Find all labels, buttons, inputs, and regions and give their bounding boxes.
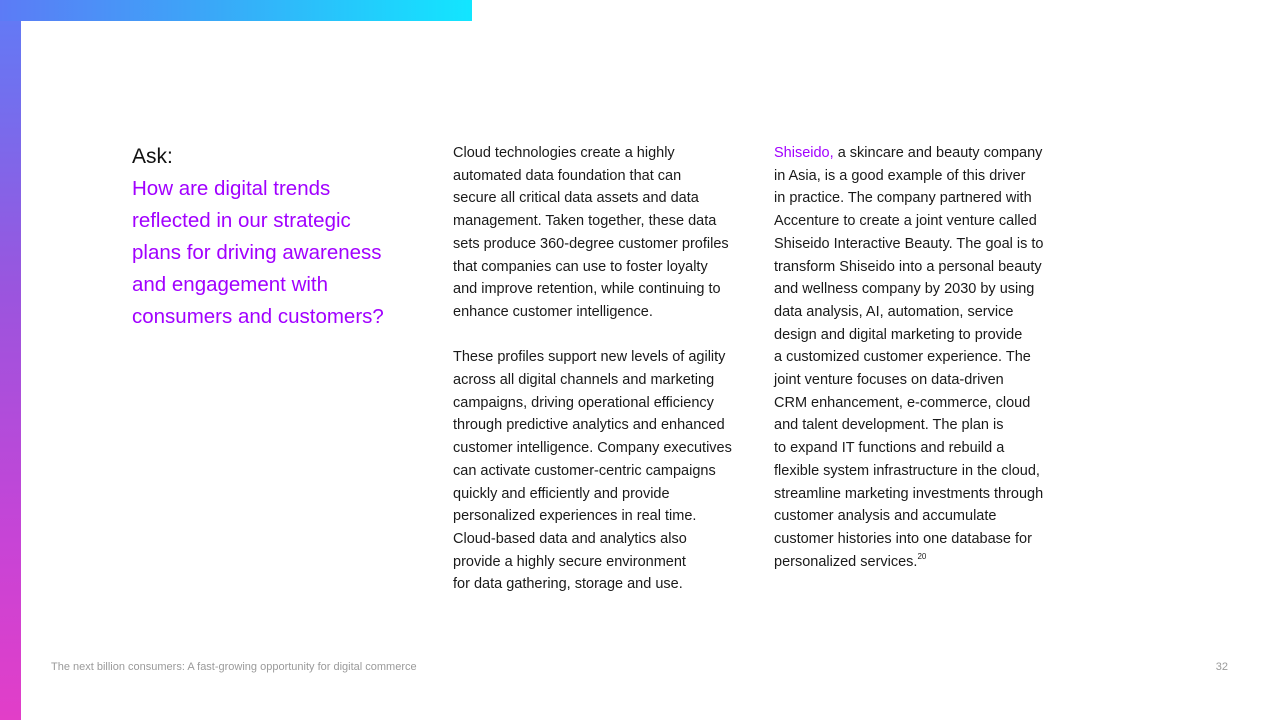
ask-block (132, 143, 422, 333)
text-line: Shiseido Interactive Beauty. The goal is to (774, 235, 1044, 252)
paragraph-cloud-foundation (453, 142, 753, 324)
text-line: in practice. The company partnered with (774, 190, 1032, 207)
top-gradient-band (0, 0, 472, 21)
text-line: for data gathering, storage and use. (453, 576, 683, 593)
body-column-1 (453, 142, 753, 596)
text-line: sets produce 360-degree customer profiles (453, 235, 729, 252)
text-line: and improve retention, while continuing to (453, 281, 721, 298)
text-line (774, 551, 1074, 574)
text-line: joint venture focuses on data-driven (774, 372, 1004, 389)
text-line: across all digital channels and marketing (453, 372, 715, 389)
ask-question-line: and engagement with (132, 273, 329, 296)
text-line: that companies can use to foster loyalty (453, 258, 708, 275)
text-line: secure all critical data assets and data (453, 190, 699, 207)
brand-name-shiseido: Shiseido, (774, 145, 834, 161)
text-line: in Asia, is a good example of this driver (774, 167, 1026, 184)
page-number: 32 (1215, 661, 1228, 673)
text-line: and talent development. The plan is (774, 417, 1004, 434)
ask-question-line: plans for driving awareness (132, 241, 382, 264)
text-line: transform Shiseido into a personal beauty (774, 258, 1042, 275)
text-line: customer analysis and accumulate (774, 508, 997, 525)
text-line: customer intelligence. Company executives (453, 440, 732, 457)
text-line: flexible system infrastructure in the cloud, (774, 462, 1040, 479)
text-line: automated data foundation that can (453, 167, 682, 184)
text-line: customer histories into one database for (774, 530, 1032, 547)
paragraph-shiseido-example (774, 142, 1074, 573)
ask-question-line: consumers and customers? (132, 305, 384, 328)
text-line: enhance customer intelligence. (453, 303, 653, 320)
text-line: streamline marketing investments through (774, 485, 1044, 502)
text-line (774, 142, 1074, 165)
text-line: a customized customer experience. The (774, 349, 1031, 366)
text-line: personalized experiences in real time. (453, 508, 697, 525)
text-line: to expand IT functions and rebuild a (774, 440, 1005, 457)
footnote-reference[interactable]: 20 (917, 551, 927, 561)
ask-question-line: reflected in our strategic (132, 209, 351, 232)
text-line: provide a highly secure environment (453, 553, 686, 570)
text-line: campaigns, driving operational efficiency (453, 394, 714, 411)
paragraph-gap (453, 324, 753, 347)
ask-question-line: How are digital trends (132, 177, 331, 200)
text-line: can activate customer-centric campaigns (453, 462, 716, 479)
footer-document-title: The next billion consumers: A fast-growing opportunity for digital commerce (51, 661, 417, 673)
text-line: These profiles support new levels of agility (453, 349, 726, 366)
ask-label: Ask: (132, 145, 173, 168)
body-column-2 (774, 142, 1074, 573)
left-gradient-band (0, 0, 21, 720)
text-segment: personalized services. (774, 553, 918, 570)
text-line: data analysis, AI, automation, service (774, 303, 1014, 320)
text-line: management. Taken together, these data (453, 213, 717, 230)
text-segment: a skincare and beauty company (837, 145, 1043, 161)
text-line: design and digital marketing to provide (774, 326, 1023, 343)
paragraph-profiles-agility (453, 346, 753, 596)
text-line: quickly and efficiently and provide (453, 485, 670, 502)
text-line: Cloud technologies create a highly (453, 145, 675, 161)
text-line: Accenture to create a joint venture called (774, 213, 1037, 230)
text-line: Cloud-based data and analytics also (453, 530, 687, 547)
text-line: CRM enhancement, e-commerce, cloud (774, 394, 1031, 411)
text-line: through predictive analytics and enhanced (453, 417, 725, 434)
ask-question (132, 173, 422, 333)
text-line: and wellness company by 2030 by using (774, 281, 1035, 298)
